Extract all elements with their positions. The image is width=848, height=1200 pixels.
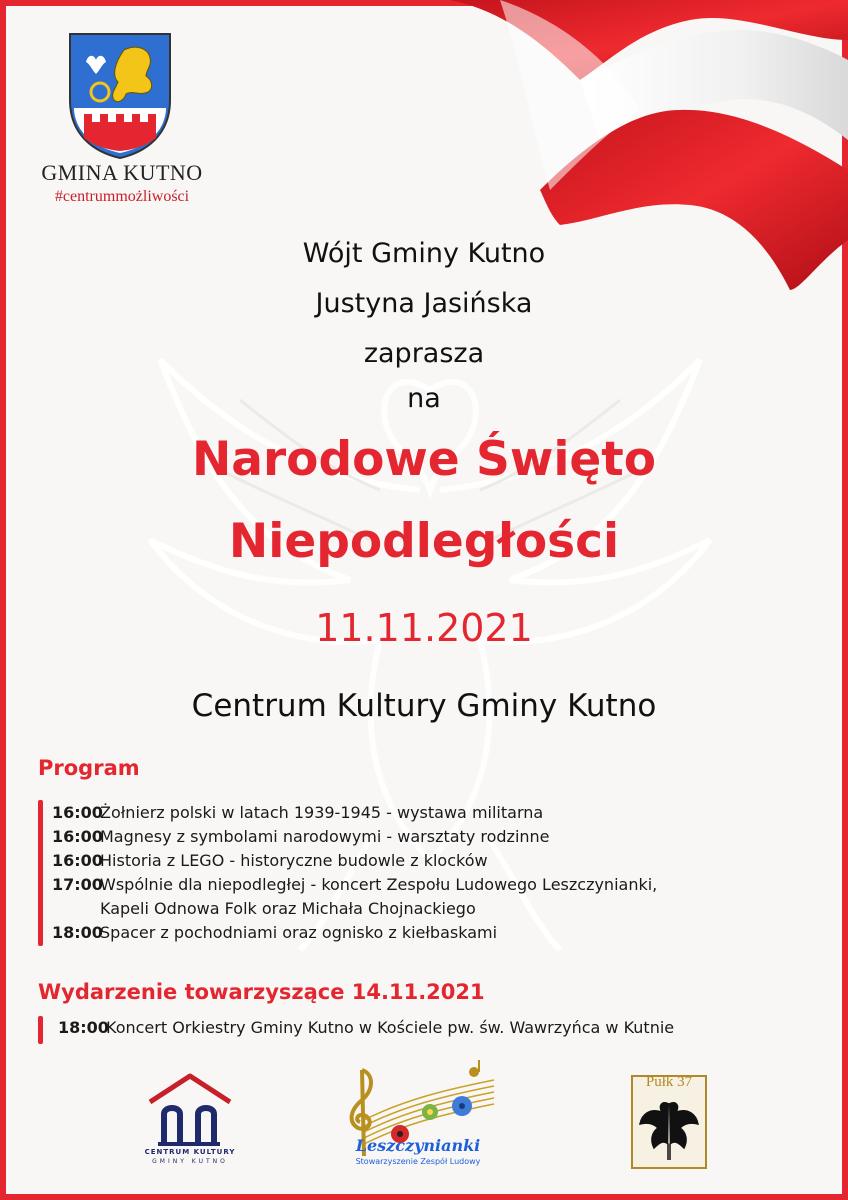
event-venue: Centrum Kultury Gminy Kutno xyxy=(191,688,657,724)
program-item xyxy=(52,923,497,942)
coat-of-arms-icon xyxy=(66,30,174,160)
program-text-continuation: Kapeli Odnowa Folk oraz Michała Chojnackiego xyxy=(100,899,476,918)
program-time: 17:00 xyxy=(52,875,103,894)
accompanying-text: Koncert Orkiestry Gminy Kutno w Kościele pw. św. Wawrzyńca w Kutnie xyxy=(106,1018,675,1037)
accompanying-item xyxy=(58,1018,674,1037)
program-time: 16:00 xyxy=(52,827,103,846)
program-item xyxy=(52,803,543,822)
intro-line-2: Justyna Jasińska xyxy=(315,288,533,319)
intro-line-4: na xyxy=(407,383,441,414)
centrum-kultury-label: CENTRUM KULTURY xyxy=(144,1148,236,1156)
program-time: 16:00 xyxy=(52,851,103,870)
house-logo-icon xyxy=(140,1072,240,1172)
program-text: Żołnierz polski w latach 1939-1945 - wystawa militarna xyxy=(100,803,544,822)
leszczynianki-subtitle: Stowarzyszenie Zespół Ludowy xyxy=(355,1157,481,1166)
brand-name: GMINA KUTNO xyxy=(41,160,203,185)
leszczynianki-name: Leszczynianki xyxy=(355,1136,481,1155)
intro-line-3: zaprasza xyxy=(363,338,485,369)
program-item xyxy=(52,875,657,894)
program-time: 16:00 xyxy=(52,803,103,822)
program-item xyxy=(52,827,550,846)
program-text: Wspólnie dla niepodległej - koncert Zespołu Ludowego Leszczynianki, xyxy=(100,875,658,894)
gminy-kutno-label: GMINY KUTNO xyxy=(152,1158,228,1165)
program-item xyxy=(52,851,488,870)
program-item-continuation xyxy=(52,899,476,918)
intro-line-1: Wójt Gminy Kutno xyxy=(302,238,546,269)
program-text: Historia z LEGO - historyczne budowle z klocków xyxy=(100,851,488,870)
program-heading: Program xyxy=(38,756,140,780)
event-date: 11.11.2021 xyxy=(315,606,533,650)
program-accent-bar xyxy=(38,800,43,946)
event-title-line-1: Narodowe Święto xyxy=(191,432,657,487)
accompanying-heading: Wydarzenie towarzyszące 14.11.2021 xyxy=(38,980,485,1004)
program-text: Magnesy z symbolami narodowymi - warsztaty rodzinne xyxy=(100,827,550,846)
event-title-line-2: Niepodległości xyxy=(228,514,620,569)
accompanying-accent-bar xyxy=(38,1016,43,1044)
accompanying-time: 18:00 xyxy=(58,1018,109,1037)
program-text: Spacer z pochodniami oraz ognisko z kiełbaskami xyxy=(100,923,498,942)
pulk-label: Pułk 37 xyxy=(645,1074,693,1090)
brand-tagline: #centrummożliwości xyxy=(54,188,190,205)
program-time: 18:00 xyxy=(52,923,103,942)
